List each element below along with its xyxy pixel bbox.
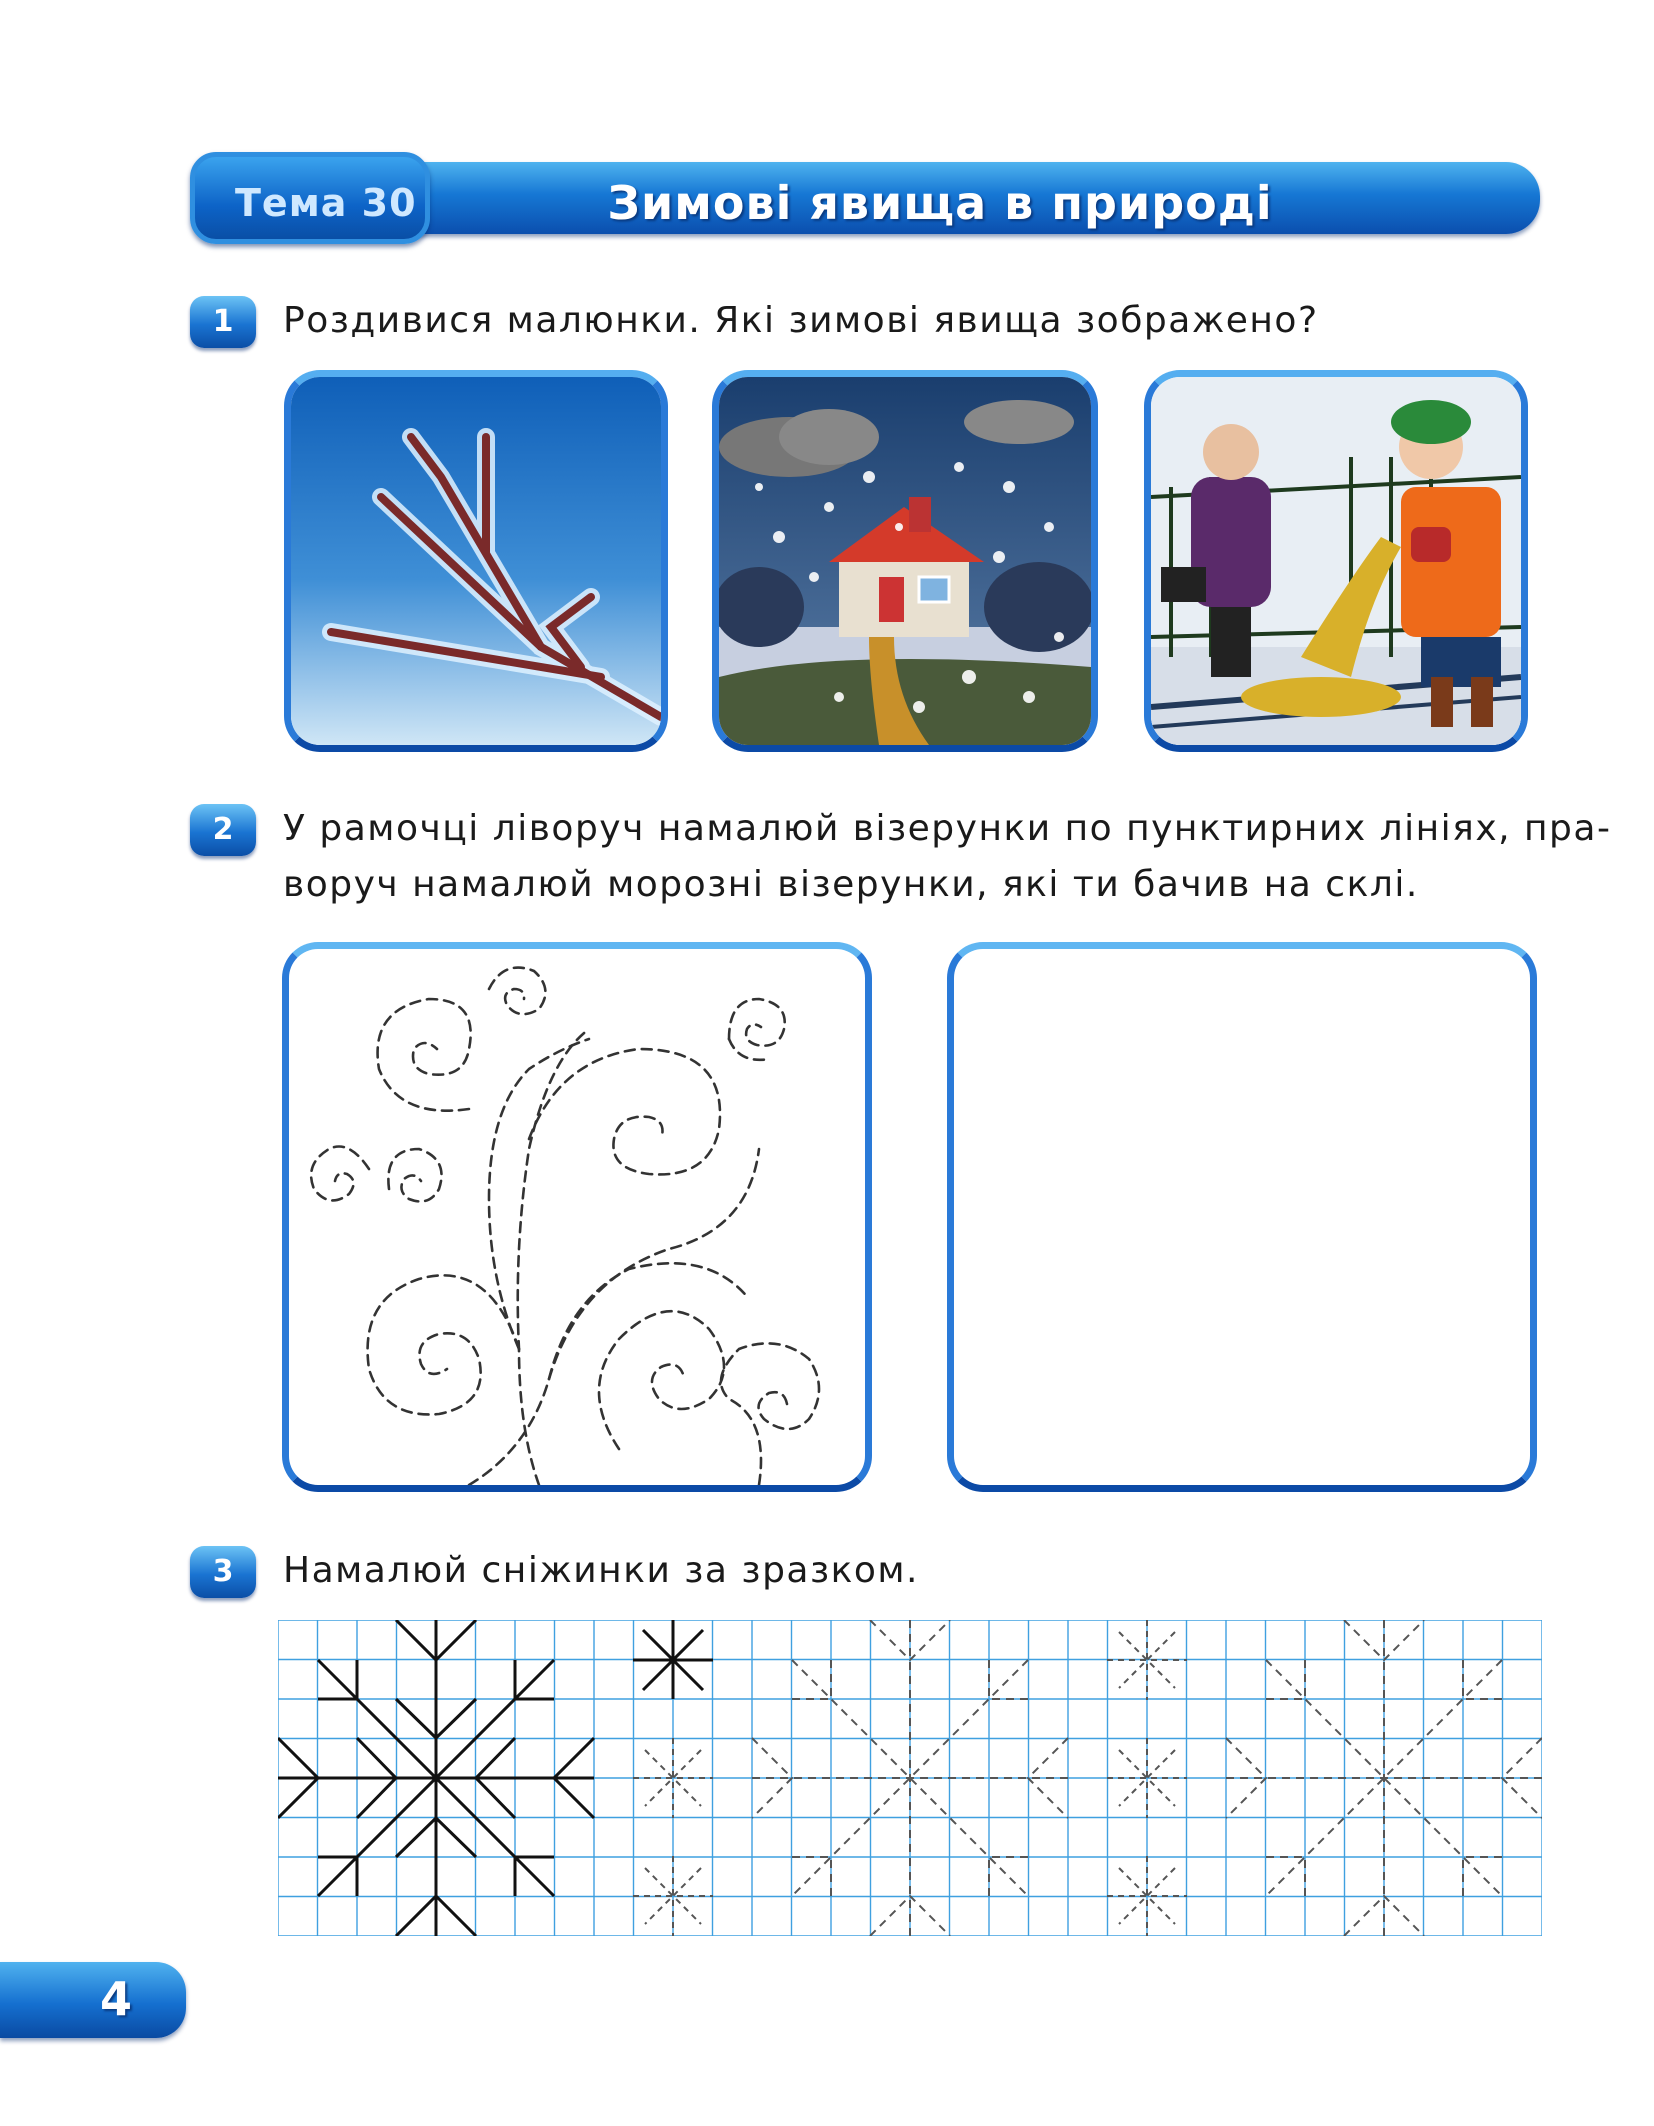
dashed-snowflake-large	[752, 1620, 1068, 1936]
task-3-text: Намалюй сніжинки за зразком.	[283, 1550, 919, 1591]
topic-header	[190, 152, 1540, 244]
snowflake-grid[interactable]	[278, 1620, 1542, 1936]
free-drawing-frame[interactable]	[947, 942, 1537, 1492]
dashed-snowflake-large	[1226, 1620, 1542, 1936]
page-number-tab	[0, 1962, 186, 2038]
task-1-number: 1	[190, 296, 256, 348]
frosted-branch-picture	[284, 370, 668, 752]
title-bar	[340, 162, 1540, 234]
snowfall-house-picture	[712, 370, 1098, 752]
task-2-number: 2	[190, 804, 256, 856]
topic-badge	[190, 152, 430, 244]
task-1-text: Роздивися малюнки. Які зимові явища зображено?	[283, 300, 1319, 341]
task-3-number: 3	[190, 1546, 256, 1598]
sample-snowflake-large	[278, 1620, 594, 1936]
page-number: 4	[100, 1972, 133, 2026]
task-2-text-line1: У рамочці ліворуч намалюй візерунки по пунктирних лініях, пра-	[283, 808, 1612, 849]
topic-label: Тема 30	[235, 181, 417, 225]
task-2-text-line2: воруч намалюй морозні візерунки, які ти бачив на склі.	[283, 864, 1419, 905]
trace-pattern-frame[interactable]	[282, 942, 872, 1492]
sample-snowflake-small	[633, 1620, 713, 1699]
feeding-birds-picture	[1144, 370, 1528, 752]
page-title: Зимові явища в природі	[607, 176, 1273, 230]
dashed-swirl-pattern	[289, 949, 865, 1485]
